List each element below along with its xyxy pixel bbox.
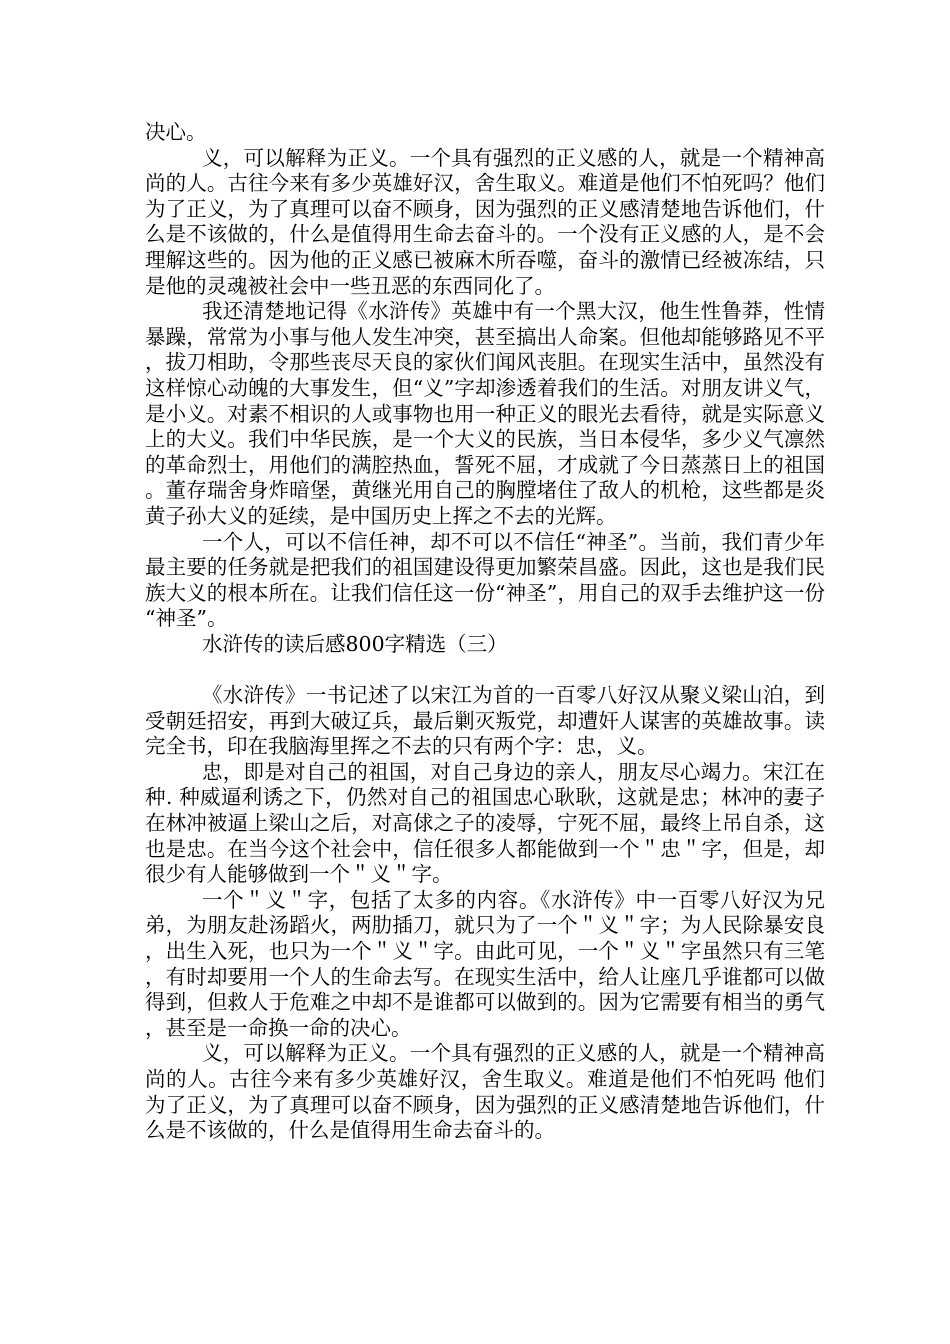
paragraph-6: 一个＂义＂字，包括了太多的内容。《水浒传》中一百零八好汉为兄弟，为朋友赴汤蹈火，两肋插刀，就只为了一个＂义＂字；为人民除暴安良，出生入死，也只为一个＂义＂字。由此可见，一个＂义＂字虽然只有三笔，有时却要用一个人的生命去写。在现实生活中，给人让座几乎谁都可以做得到，但救人于危难之中却不是谁都可以做到的。因为它需要有相当的勇气，甚至是一命换一命的决心。 — [145, 887, 825, 1040]
blank-line — [145, 657, 825, 683]
paragraph-1: 义，可以解释为正义。一个具有强烈的正义感的人，就是一个精神高尚的人。古往今来有多少英雄好汉，舍生取义。难道是他们不怕死吗？他们为了正义，为了真理可以奋不顾身，因为强烈的正义感清楚地告诉他们，什么是不该做的，什么是值得用生命去奋斗的。一个没有正义感的人，是不会理解这些的。因为他的正义感已被麻木所吞噬，奋斗的激情已经被冻结，只是他的灵魂被社会中一些丑恶的东西同化了。 — [145, 145, 825, 298]
paragraph-3: 一个人，可以不信任神，却不可以不信任“神圣”。当前，我们青少年最主要的任务就是把我们的祖国建设得更加繁荣昌盛。因此，这也是我们民族大义的根本所在。让我们信任这一份“神圣”，用自己的双手去维护这一份“神圣”。 — [145, 529, 825, 631]
paragraph-5: 忠，即是对自己的祖国，对自己身边的亲人，朋友尽心竭力。宋江在种. 种威逼利诱之下，仍然对自己的祖国忠心耿耿，这就是忠；林冲的妻子在林冲被逼上梁山之后，对高俅之子的凌辱，宁死不屈，最终上吊自杀，这也是忠。在当今这个社会中，信任很多人都能做到一个＂忠＂字，但是，却很少有人能够做到一个＂义＂字。 — [145, 759, 825, 887]
paragraph-2: 我还清楚地记得《水浒传》英雄中有一个黑大汉，他生性鲁莽，性情暴躁，常常为小事与他人发生冲突，甚至搞出人命案。但他却能够路见不平，拔刀相助，令那些丧尽天良的家伙们闻风丧胆。在现实生活中，虽然没有这样惊心动魄的大事发生，但“义”字却渗透着我们的生活。对朋友讲义气，是小义。对素不相识的人或事物也用一种正义的眼光去看待，就是实际意义上的大义。我们中华民族，是一个大义的民族，当日本侵华，多少义气凛然的革命烈士，用他们的满腔热血，誓死不屈，才成就了今日蒸蒸日上的祖国。董存瑞舍身炸暗堡，黄继光用自己的胸膛堵住了敌人的机枪，这些都是炎黄子孙大义的延续，是中国历史上挥之不去的光辉。 — [145, 299, 825, 528]
paragraph-7: 义，可以解释为正义。一个具有强烈的正义感的人，就是一个精神高尚的人。古往今来有多少英雄好汉，舍生取义。难道是他们不怕死吗 他们为了正义，为了真理可以奋不顾身，因为强烈的正义感清楚地告诉他们，什么是不该做的，什么是值得用生命去奋斗的。 — [145, 1041, 825, 1143]
paragraph-0: 决心。 — [145, 120, 207, 144]
paragraph-4: 《水浒传》一书记述了以宋江为首的一百零八好汉从聚义梁山泊，到受朝廷招安，再到大破辽兵，最后剿灭叛党，却遭奸人谋害的英雄故事。读完全书，印在我脑海里挥之不去的只有两个字：忠，义。 — [145, 683, 825, 759]
document-page — [145, 120, 825, 1144]
section-subtitle: 水浒传的读后感800字精选（三） — [202, 631, 508, 656]
